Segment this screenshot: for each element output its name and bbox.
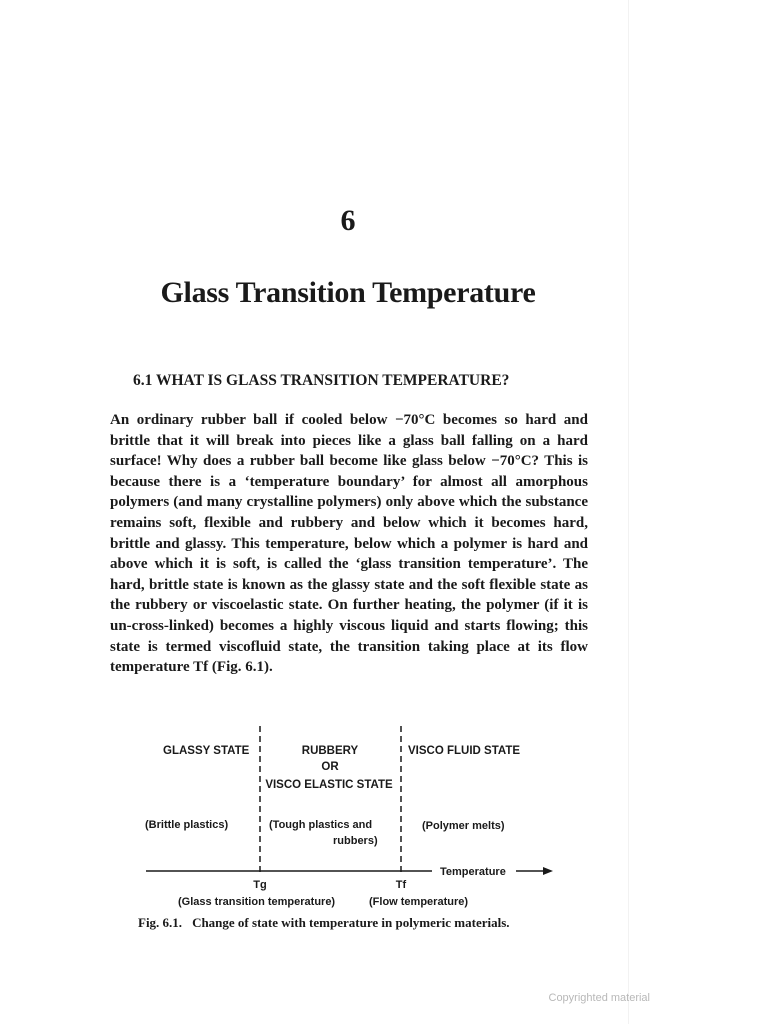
tough-plastics-label-line2: rubbers) [333,835,378,847]
copyright-watermark: Copyrighted material [548,992,650,1004]
chapter-title: Glass Transition Temperature [160,276,536,309]
figure-caption-number: Fig. 6.1. [138,915,183,930]
tg-label: Tg [253,879,267,891]
temperature-arrow-head [543,867,553,875]
body-paragraph: An ordinary rubber ball if cooled below −70°C becomes so hard and brittle that it will break into pieces like a glass ball falling on a hard surface! Why does a rubber ball become like glass below −70°C? This is because there is a ‘temperature boundary’ for almost all amorphous polymers (and many crystalline polymers) only above which the substance remains soft, flexible and rubbery and below which it becomes hard, brittle and glassy. This temperature, below which a polymer is hard and above which it is soft, is called the ‘glass transition temperature’. The hard, brittle state is known as the glassy state and the soft flexible state as the rubbery or viscoelastic state. On further heating, the polymer (if it is un-cross-linked) becomes a highly viscous liquid and starts flowing; this state is termed viscofluid state, the transition taking place at its flow temperature Tf (Fig. 6.1). [110,412,588,676]
section-heading: 6.1 WHAT IS GLASS TRANSITION TEMPERATURE? [133,372,510,389]
figure-caption-text: Change of state with temperature in polymeric materials. [192,915,510,930]
figure-caption [138,915,510,931]
tough-plastics-label-line1: (Tough plastics and [269,819,373,831]
brittle-plastics-label: (Brittle plastics) [145,819,229,831]
chapter-number: 6 [340,204,356,237]
rubbery-label-line3: VISCO ELASTIC STATE [265,779,393,791]
polymer-melts-label: (Polymer melts) [422,820,505,832]
temperature-axis-label: Temperature [440,866,506,878]
tf-description: (Flow temperature) [369,896,469,908]
tg-description: (Glass transition temperature) [178,896,336,908]
rubbery-label-line1: RUBBERY [301,745,359,757]
visco-fluid-state-label: VISCO FLUID STATE [408,745,521,757]
rubbery-label-line2: OR [321,761,339,773]
glassy-state-label: GLASSY STATE [163,745,250,757]
tf-label: Tf [395,879,407,891]
